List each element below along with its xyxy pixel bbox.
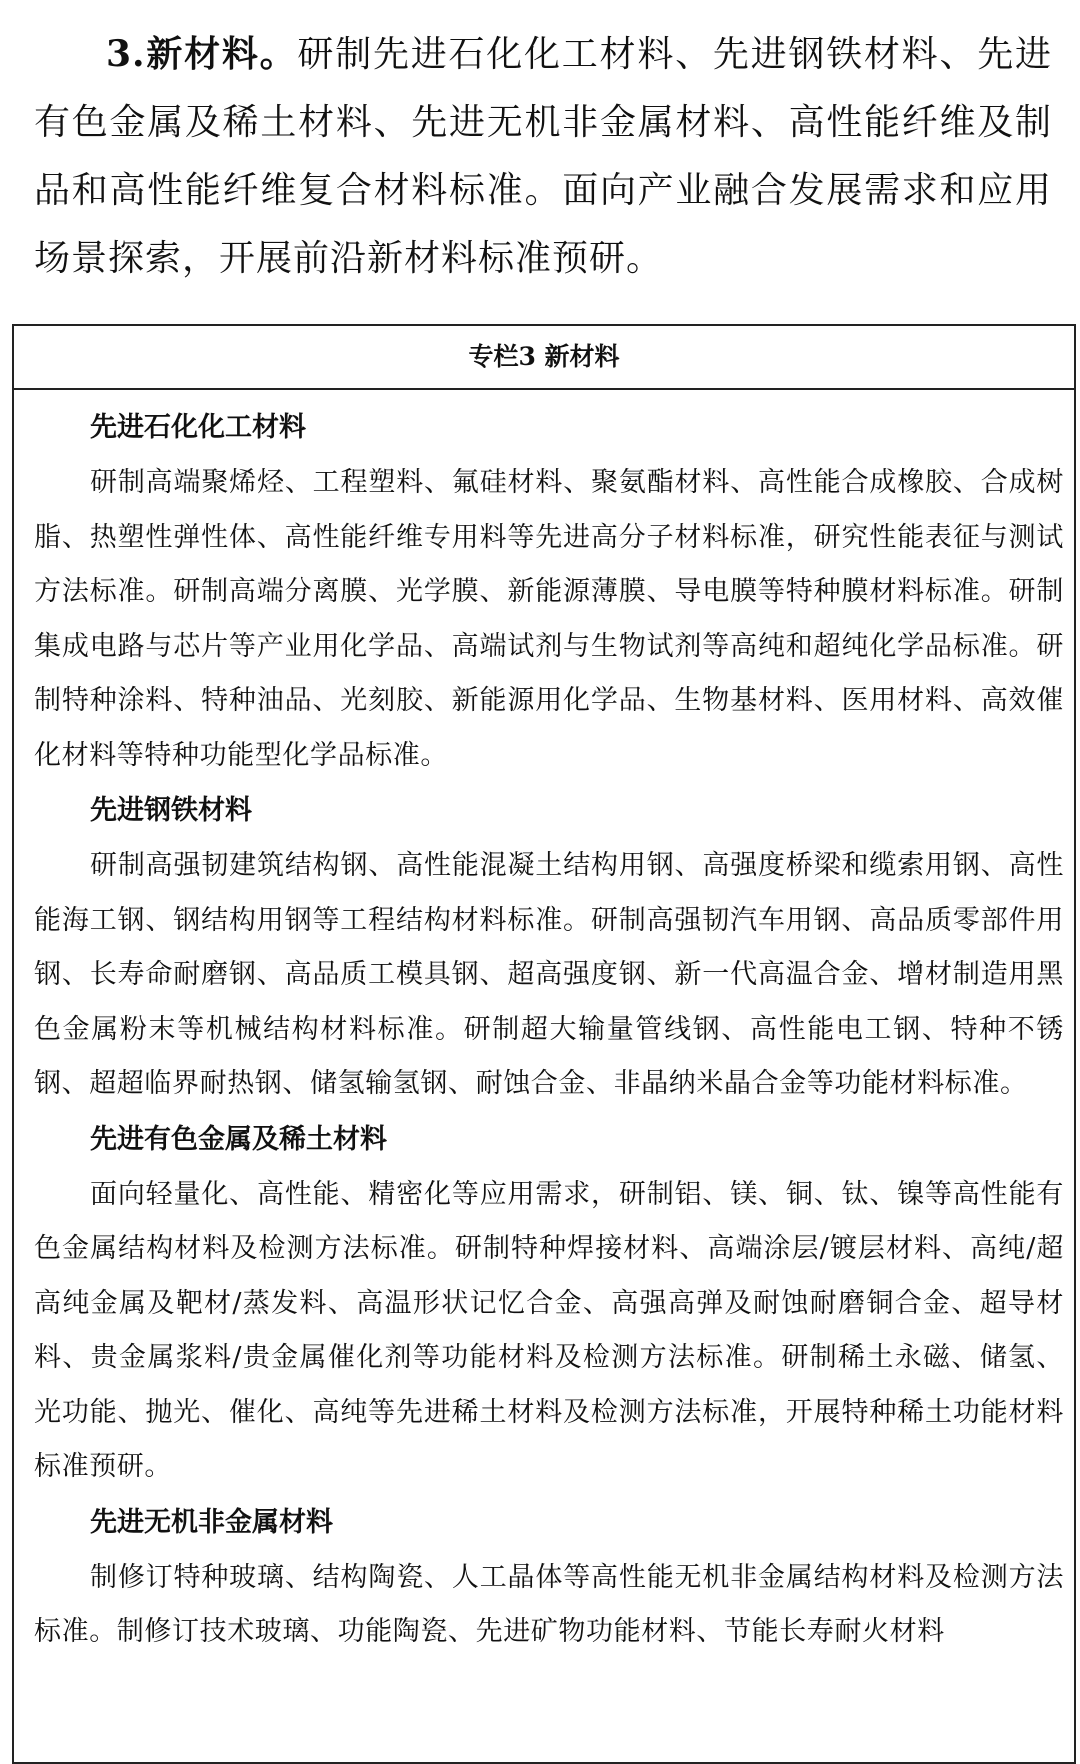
section-text-petrochemical: 研制高端聚烯烃、工程塑料、氟硅材料、聚氨酯材料、高性能合成橡胶、合成树脂、热塑性弹性体、高性能纤维专用料等先进高分子材料标准，研究性能表征与测试方法标准。研制高端分离膜、光学膜、新能源薄膜、导电膜等特种膜材料标准。研制集成电路与芯片等产业用化学品、高端试剂与生物试剂等高纯和超纯化学品标准。研制特种涂料、特种油品、光刻胶、新能源用化学品、生物基材料、医用材料、高效催化材料等特种功能型化学品标准。 (34, 467, 1064, 771)
column-body (14, 390, 1074, 1660)
section-heading-nonferrous: 先进有色金属及稀土材料 (90, 1123, 387, 1155)
column-box (12, 324, 1076, 1764)
column-title: 专栏3 新材料 (14, 326, 1074, 390)
section-text-steel: 研制高强韧建筑结构钢、高性能混凝土结构用钢、高强度桥梁和缆索用钢、高性能海工钢、钢结构用钢等工程结构材料标准。研制高强韧汽车用钢、高品质零部件用钢、长寿命耐磨钢、高品质工模具钢、超高强度钢、新一代高温合金、增材制造用黑色金属粉末等机械结构材料标准。研制超大输量管线钢、高性能电工钢、特种不锈钢、超超临界耐热钢、储氢输氢钢、耐蚀合金、非晶纳米晶合金等功能材料标准。 (34, 850, 1064, 1099)
intro-paragraph (34, 20, 1052, 293)
section-heading-inorganic: 先进无机非金属材料 (90, 1506, 333, 1538)
section-text-inorganic: 制修订特种玻璃、结构陶瓷、人工晶体等高性能无机非金属结构材料及检测方法标准。制修订技术玻璃、功能陶瓷、先进矿物功能材料、节能长寿耐火材料 (34, 1561, 1064, 1647)
section-text-nonferrous: 面向轻量化、高性能、精密化等应用需求，研制铝、镁、铜、钛、镍等高性能有色金属结构材料及检测方法标准。研制特种焊接材料、高端涂层/镀层材料、高纯/超高纯金属及靶材/蒸发料、高温形状记忆合金、高强高弹及耐蚀耐磨铜合金、超导材料、贵金属浆料/贵金属催化剂等功能材料及检测方法标准。研制稀土永磁、储氢、光功能、抛光、催化、高纯等先进稀土材料及检测方法标准，开展特种稀土功能材料标准预研。 (34, 1178, 1064, 1482)
section-heading-steel: 先进钢铁材料 (90, 795, 252, 826)
section-heading-petrochemical: 先进石化化工材料 (90, 412, 306, 443)
intro-text: 研制先进石化化工材料、先进钢铁材料、先进有色金属及稀土材料、先进无机非金属材料、高性能纤维及制品和高性能纤维复合材料标准。面向产业融合发展需求和应用场景探索，开展前沿新材料标准预研。 (34, 34, 1052, 279)
intro-lead: 3.新材料。 (106, 33, 298, 75)
